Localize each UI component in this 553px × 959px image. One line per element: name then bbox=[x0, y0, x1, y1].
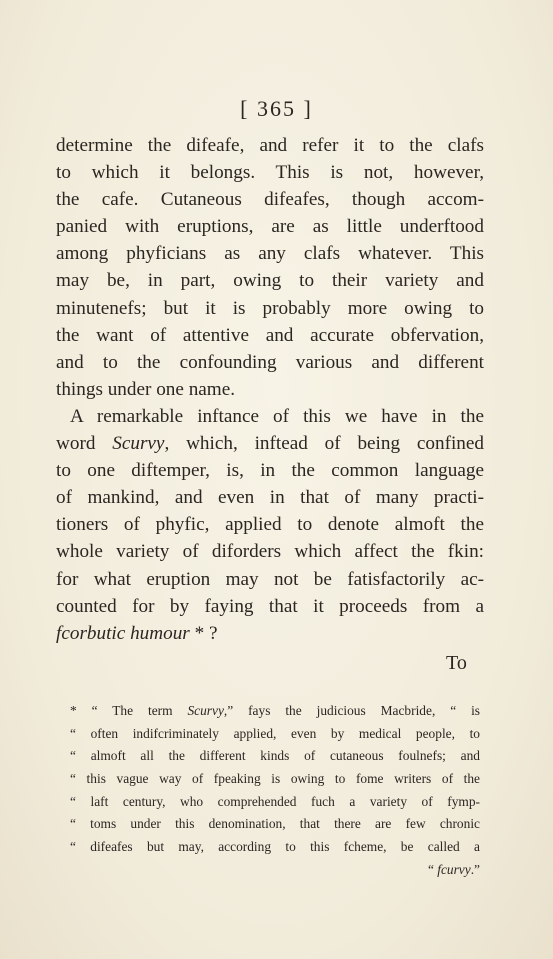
body-text bbox=[56, 132, 484, 647]
body-line: tioners of phyfic, applied to denote almoft the bbox=[56, 514, 484, 536]
italic-word: Scurvy bbox=[187, 703, 224, 718]
body-line: A remarkable inftance of this we have in the bbox=[70, 405, 484, 427]
body-line: the cafe. Cutaneous difeafes, though accom- bbox=[56, 189, 484, 211]
footnote-line: “ almoft all the different kinds of cutaneous foulnefs; and bbox=[70, 748, 480, 764]
body-line: panied with eruptions, are as little underftood bbox=[56, 216, 484, 238]
footnote-line: “ toms under this denomination, that there are few chronic bbox=[70, 816, 480, 832]
footnote bbox=[70, 700, 480, 882]
footnote-line: * “ The term Scurvy,” fays the judicious Macbride, “ is bbox=[70, 703, 481, 718]
body-line: to which it belongs. This is not, however, bbox=[56, 162, 484, 184]
body-line: and to the confounding various and different bbox=[56, 351, 484, 373]
body-line: for what eruption may not be fatisfactorily ac- bbox=[56, 568, 484, 590]
body-line: the want of attentive and accurate obfervation, bbox=[56, 324, 484, 346]
body-line: of mankind, and even in that of many practi- bbox=[56, 487, 484, 509]
body-line: fcorbutic humour * ? bbox=[56, 622, 218, 644]
body-line: things under one name. bbox=[56, 378, 236, 400]
italic-word: Scurvy bbox=[112, 433, 165, 455]
body-line: counted for by faying that it proceeds from a bbox=[56, 595, 484, 617]
footnote-line: “ laft century, who comprehended fuch a variety of fymp- bbox=[70, 793, 480, 809]
page-number-header: [ 365 ] bbox=[240, 96, 313, 121]
footnote-line: “ often indifcriminately applied, even by medical people, to bbox=[70, 725, 480, 741]
body-line: determine the difeafe, and refer it to the clafs bbox=[56, 135, 484, 156]
italic-word: fcurvy bbox=[437, 861, 471, 877]
body-line: to one diftemper, is, in the common language bbox=[56, 460, 484, 482]
footnote-line: “ fcurvy.” bbox=[427, 861, 480, 877]
footnote-line: “ difeafes but may, according to this fcheme, be called a bbox=[70, 839, 480, 855]
catchword: To bbox=[446, 652, 467, 674]
body-line: among phyficians as any clafs whatever. This bbox=[56, 243, 484, 265]
footnote-line: “ this vague way of fpeaking is owing to fome writers of the bbox=[70, 771, 480, 787]
italic-word: fcorbutic humour bbox=[56, 622, 190, 644]
body-line: whole variety of diforders which affect the fkin: bbox=[56, 541, 484, 563]
body-line: minutenefs; but it is probably more owing to bbox=[56, 297, 484, 319]
body-line-italic: word Scurvy, which, inftead of being confined bbox=[56, 433, 485, 455]
body-line: may be, in part, owing to their variety and bbox=[56, 270, 484, 292]
